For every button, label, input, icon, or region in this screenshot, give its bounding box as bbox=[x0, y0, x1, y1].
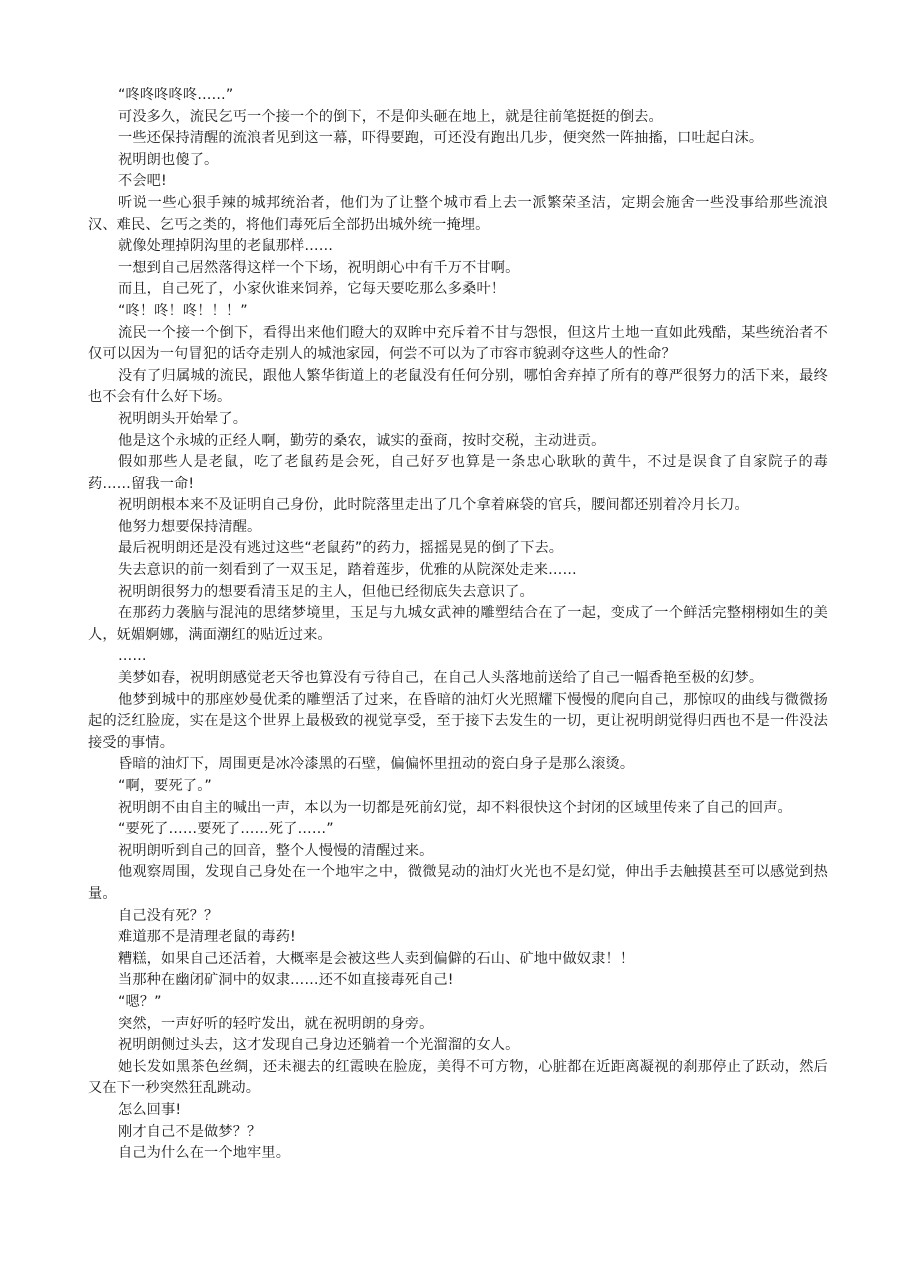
paragraph: 一想到自己居然落得这样一个下场，祝明朗心中有千万不甘啊。 bbox=[118, 259, 520, 276]
paragraph: 难道那不是清理老鼠的毒药! bbox=[118, 929, 296, 946]
paragraph: 可没多久，流民乞丐一个接一个的倒下，不是仰头砸在地上，就是往前笔挺挺的倒去。 bbox=[118, 108, 663, 125]
paragraph: 不会吧! bbox=[118, 173, 167, 190]
paragraph: 他努力想要保持清醒。 bbox=[118, 518, 262, 535]
paragraph: 他梦到城中的那座妙曼优柔的雕塑活了过来，在昏暗的油灯火光照耀下慢慢的爬向自己，那惊叹的曲线与微微扬起的泛红脸庞，实在是这个世界上最极致的视觉享受，至于接下去发生的一切，更让祝明朗觉得归西也不是一件没法接受的事情。 bbox=[88, 691, 828, 751]
paragraph: 自己为什么在一个地牢里。 bbox=[118, 1145, 291, 1162]
paragraph: 美梦如春，祝明朗感觉老天爷也算没有亏待自己，在自己人头落地前送给了自己一幅香艳至极的幻梦。 bbox=[118, 670, 764, 687]
paragraph: 听说一些心狠手辣的城邦统治者，他们为了让整个城市看上去一派繁荣圣洁，定期会施舍一些没事给那些流浪汉、难民、乞丐之类的，将他们毒死后全部扔出城外统一掩埋。 bbox=[88, 194, 828, 233]
paragraph: 昏暗的油灯下，周围更是冰冷漆黑的石壁，偏偏怀里扭动的瓷白身子是那么滚烫。 bbox=[118, 756, 635, 773]
paragraph: 祝明朗根本来不及证明自己身份，此时院落里走出了几个拿着麻袋的官兵，腰间都还别着冷月长刀。 bbox=[118, 497, 749, 514]
paragraph: 突然，一声好听的轻咛发出，就在祝明朗的身旁。 bbox=[118, 1015, 434, 1032]
paragraph: 他是这个永城的正经人啊，勤劳的桑农，诚实的蚕商，按时交税，主动进贡。 bbox=[118, 432, 606, 449]
paragraph: 一些还保持清醒的流浪者见到这一幕，吓得要跑，可还没有跑出几步，便突然一阵抽搐，口吐起白沫。 bbox=[118, 130, 764, 147]
paragraph: …… bbox=[118, 648, 147, 665]
paragraph: 他观察周围，发现自己身处在一个地牢之中，微微晃动的油灯火光也不是幻觉，伸出手去触摸甚至可以感觉到热量。 bbox=[88, 864, 828, 902]
paragraph: 自己没有死？？ bbox=[118, 907, 219, 924]
paragraph: 祝明朗侧过头去，这才发现自己身边还躺着一个光溜溜的女人。 bbox=[118, 1037, 520, 1054]
paragraph: 流民一个接一个倒下，看得出来他们瞪大的双眸中充斥着不甘与怨恨，但这片土地一直如此残酷，某些统治者不仅可以因为一句冒犯的话夺走别人的城池家园，何尝不可以为了市容市貌剥夺这些人的性命？ bbox=[88, 324, 828, 363]
paragraph: 而且，自己死了，小家伙谁来饲养，它每天要吃那么多桑叶！ bbox=[118, 281, 506, 298]
paragraph: 没有了归属城的流民，跟他人繁华街道上的老鼠没有任何分别，哪怕舍弃掉了所有的尊严很努力的活下来，最终也不会有什么好下场。 bbox=[88, 367, 828, 406]
paragraph: 失去意识的前一刻看到了一双玉足，踏着莲步，优雅的从院深处走来…… bbox=[118, 562, 577, 579]
paragraph: 怎么回事! bbox=[118, 1101, 182, 1118]
paragraph: 在那药力袭脑与混沌的思绪梦境里，玉足与九城女武神的雕塑结合在了一起，变成了一个鲜活完整栩栩如生的美人，妩媚婀娜，满面潮红的贴近过来。 bbox=[88, 605, 828, 643]
paragraph: 糟糕，如果自己还活着，大概率是会被这些人卖到偏僻的石山、矿地中做奴隶！！ bbox=[118, 950, 635, 967]
paragraph: 祝明朗听到自己的回音，整个人慢慢的清醒过来。 bbox=[118, 842, 434, 859]
paragraph: “嗯？” bbox=[118, 993, 162, 1010]
paragraph: “咚！咚！咚！！！” bbox=[118, 302, 248, 319]
paragraph: 她长发如黑茶色丝绸，还未褪去的红霞映在脸庞，美得不可方物，心脏都在近距离凝视的刹那停止了跃动，然后又在下一秒突然狂乱跳动。 bbox=[88, 1058, 828, 1097]
paragraph: 当那种在幽闭矿洞中的奴隶……还不如直接毒死自己! bbox=[118, 972, 454, 989]
paragraph: 假如那些人是老鼠，吃了老鼠药是会死，自己好歹也算是一条忠心耿耿的黄牛，不过是误食了自家院子的毒药……留我一命! bbox=[88, 454, 828, 492]
paragraph: 最后祝明朗还是没有逃过这些“老鼠药”的药力，摇摇晃晃的倒了下去。 bbox=[118, 540, 564, 557]
paragraph: “啊，要死了。” bbox=[118, 778, 212, 794]
paragraph: 刚才自己不是做梦？？ bbox=[118, 1123, 262, 1140]
paragraph: 祝明朗也傻了。 bbox=[118, 151, 219, 168]
document-body bbox=[88, 85, 828, 1165]
paragraph: 就像处理掉阴沟里的老鼠那样…… bbox=[118, 238, 334, 255]
paragraph: 祝明朗很努力的想要看清玉足的主人，但他已经彻底失去意识了。 bbox=[118, 583, 534, 600]
paragraph: 祝明朗头开始晕了。 bbox=[118, 410, 248, 427]
paragraph: “要死了……要死了……死了……” bbox=[118, 821, 334, 838]
paragraph: “咚咚咚咚咚……” bbox=[118, 87, 234, 103]
paragraph: 祝明朗不由自主的喊出一声，本以为一切都是死前幻觉，却不料很快这个封闭的区域里传来了自己的回声。 bbox=[118, 799, 792, 816]
